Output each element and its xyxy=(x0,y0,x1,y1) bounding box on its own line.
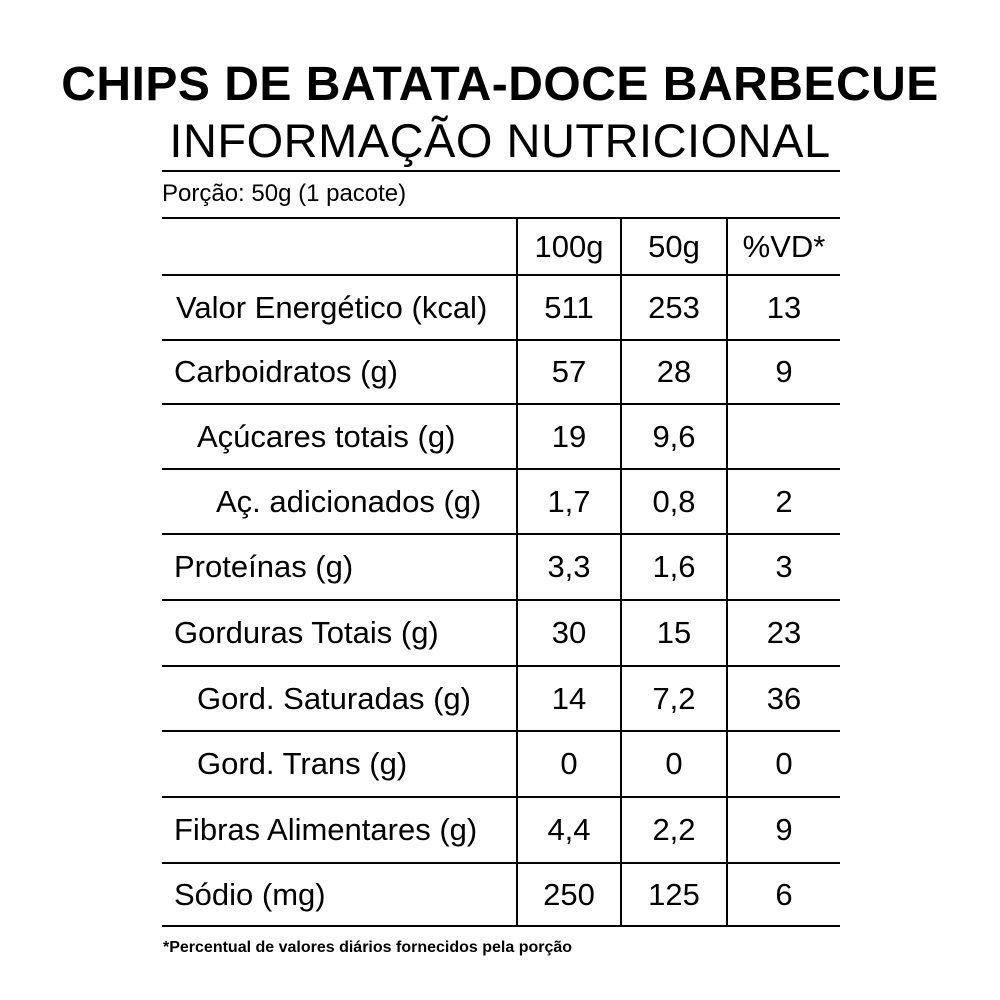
nutrition-heading: INFORMAÇÃO NUTRICIONAL xyxy=(169,114,831,167)
nutrient-label: Proteínas (g) xyxy=(174,549,354,584)
table-top-rule xyxy=(162,170,840,172)
value-daily-percent: 9 xyxy=(775,354,793,389)
nutrient-label: Açúcares totais (g) xyxy=(197,418,456,454)
value-daily-percent xyxy=(728,405,840,468)
value-per-portion: 125 xyxy=(648,876,700,912)
header-per-100g: 100g xyxy=(534,228,604,264)
nutrient-label: Gorduras Totais (g) xyxy=(174,615,439,650)
value-per-portion: 2,2 xyxy=(652,812,696,847)
daily-value-footnote: *Percentual de valores diários fornecidos pela porção xyxy=(163,939,573,956)
nutrition-table xyxy=(162,170,840,927)
value-per-portion: 15 xyxy=(656,615,692,650)
value-daily-percent: 3 xyxy=(775,549,793,584)
nutrient-label: Gord. Trans (g) xyxy=(197,746,408,781)
value-per-100g: 3,3 xyxy=(547,549,591,584)
value-daily-percent: 9 xyxy=(775,812,793,847)
value-per-100g: 14 xyxy=(551,680,587,716)
product-title: CHIPS DE BATATA-DOCE BARBECUE xyxy=(61,58,939,111)
nutrient-label: Gord. Saturadas (g) xyxy=(197,680,471,716)
header-per-portion: 50g xyxy=(648,228,700,264)
value-per-portion: 0 xyxy=(665,746,683,781)
nutrient-label: Valor Energético (kcal) xyxy=(176,289,488,325)
nutrient-label: Aç. adicionados (g) xyxy=(216,483,482,519)
nutrient-label: Fibras Alimentares (g) xyxy=(174,812,478,847)
value-per-100g: 1,7 xyxy=(547,483,591,519)
value-per-100g: 511 xyxy=(544,289,594,325)
nutrient-label: Carboidratos (g) xyxy=(174,354,398,389)
value-per-portion: 9,6 xyxy=(652,418,696,454)
value-daily-percent: 2 xyxy=(775,483,793,519)
header-daily-value: %VD* xyxy=(742,228,826,264)
value-daily-percent: 13 xyxy=(766,289,802,325)
value-per-100g: 4,4 xyxy=(547,812,591,847)
value-per-portion: 7,2 xyxy=(652,680,696,716)
value-daily-percent: 6 xyxy=(775,876,793,912)
portion-size: Porção: 50g (1 pacote) xyxy=(162,180,407,207)
nutrient-label: Sódio (mg) xyxy=(174,876,326,912)
value-per-100g: 30 xyxy=(551,615,587,650)
value-per-100g: 250 xyxy=(543,876,595,912)
table-bottom-rule xyxy=(162,925,840,927)
value-per-portion: 253 xyxy=(648,289,700,325)
value-daily-percent: 23 xyxy=(766,615,802,650)
value-per-100g: 19 xyxy=(551,418,587,454)
value-per-100g: 57 xyxy=(551,354,587,389)
value-daily-percent: 0 xyxy=(775,746,793,781)
value-per-portion: 0,8 xyxy=(652,483,696,519)
value-per-100g: 0 xyxy=(560,746,578,781)
value-per-portion: 1,6 xyxy=(652,549,696,584)
value-daily-percent: 36 xyxy=(766,680,802,716)
value-per-portion: 28 xyxy=(656,354,692,389)
